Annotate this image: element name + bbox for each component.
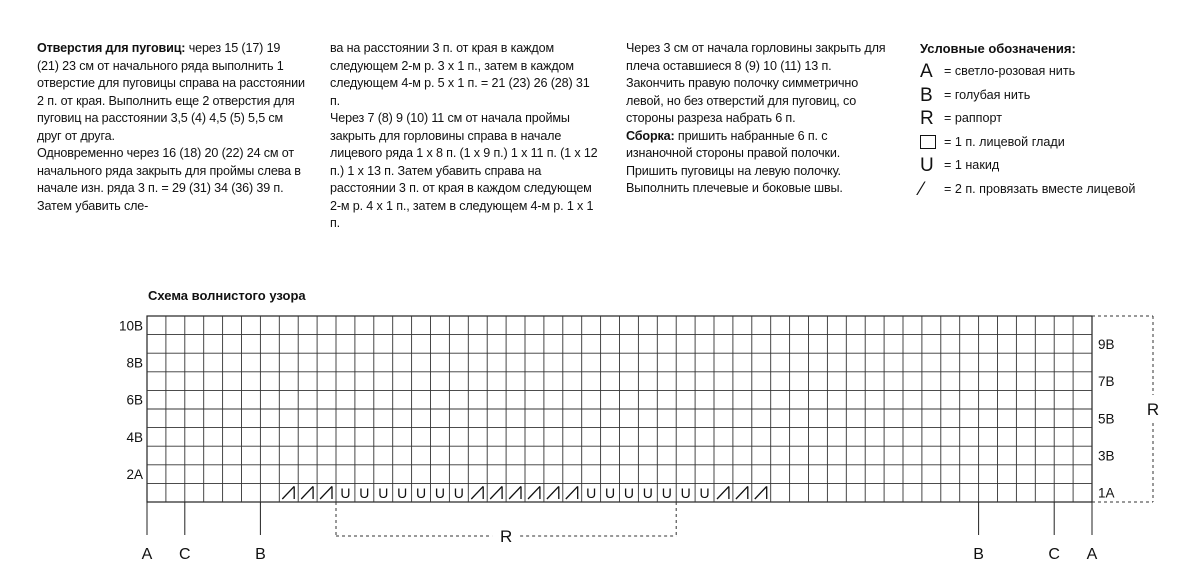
paragraph-heading: Сборка: (626, 128, 675, 143)
k2tog-icon (547, 486, 559, 499)
bottom-marker-label: C (1048, 546, 1060, 563)
row-label-right: 3В (1098, 448, 1115, 464)
letter-b-icon: B (920, 84, 933, 106)
legend-label: = 1 п. лицевой глади (944, 134, 1065, 149)
yarn-over-icon: U (453, 485, 464, 501)
yarn-over-icon: U (434, 485, 446, 501)
row-label-left: 8В (126, 355, 143, 371)
yarn-over-icon: U (378, 485, 389, 501)
paragraph-text: пришить набранные 6 п. с изнаночной стороны правой полочки. Пришить пуговицы на левую полочку. Выполнить плечевые и боковые швы. (626, 128, 843, 195)
k2tog-icon (736, 486, 748, 499)
yarn-over-icon: U (586, 485, 597, 501)
k2tog-icon (566, 486, 578, 499)
legend-label: = раппорт (944, 111, 1002, 125)
yarn-over-icon: U (359, 485, 370, 501)
k2tog-icon (717, 486, 729, 499)
bottom-marker-label: C (179, 546, 191, 563)
bottom-marker-label: A (141, 546, 153, 563)
legend-label: = 1 накид (944, 158, 1000, 172)
k2tog-icon: ⁄ (920, 178, 924, 200)
paragraph-text: Через 7 (8) 9 (10) 11 см от начала проймы закрыть для горловины справа в начале лицевого ряда 1 х 8 п. (1 х 9 п.) 1 х 11 п. (1 х 12 п.) 1 х 13 п. Затем убавить справа на расстоянии 3 п. от края в каждом следующем 2-м р. 4 х 1 п., затем в следующем 4-м р. 1 х 1 п. (330, 111, 598, 230)
k2tog-icon (471, 486, 483, 499)
legend-label: = 2 п. провязать вместе лицевой (944, 181, 1136, 196)
k2tog-icon (755, 486, 767, 499)
k2tog-icon (509, 486, 521, 499)
repeat-label-vertical: R (1146, 400, 1160, 419)
yarn-over-icon: U (340, 485, 351, 501)
yarn-over-icon: U (642, 485, 653, 501)
k2tog-icon (320, 486, 332, 499)
repeat-label-horizontal: R (499, 527, 513, 546)
letter-r-icon: R (920, 108, 934, 130)
paragraph-text: через 15 (17) 19 (21) 23 см от начального ряда выполнить 1 отверстие для пуговицы справа на расстоянии 2 п. от края. Выполнить еще 2 отверстия для пуговиц на расстоянии 3,5 (4) 4,5 (5) 5,5 см друг от друга. (37, 41, 305, 143)
yarn-over-icon: U (415, 485, 427, 501)
k2tog-icon (528, 486, 540, 499)
paragraph-text: Одновременно через 16 (18) 20 (22) 24 см от начального ряда закрыть для проймы слева в начале изн. ряда 3 п. = 29 (31) 34 (36) 39 п. Затем убавить сле- (37, 146, 301, 213)
paragraph-text: Закончить правую полочку симметрично левой, но без отверстий для пуговиц, со стороны разреза набрать 6 п. (626, 76, 859, 125)
bottom-marker-label: B (973, 546, 984, 563)
row-label-right: 1А (1098, 485, 1115, 501)
row-label-right: 5В (1098, 411, 1115, 427)
row-label-right: 7В (1098, 374, 1115, 390)
k2tog-icon (490, 486, 502, 499)
legend-label: = светло-розовая нить (944, 64, 1076, 78)
letter-a-icon: A (920, 61, 933, 83)
paragraph-heading: Отверстия для пуговиц: (37, 41, 186, 55)
row-label-right: 9В (1098, 336, 1115, 352)
row-label-left: 10В (118, 318, 143, 334)
bottom-marker-label: A (1086, 546, 1098, 563)
paragraph-text: Через 3 см от начала горловины закрыть для плеча оставшиеся 8 (9) 10 (11) 13 п. (626, 41, 886, 73)
bottom-marker-label: B (255, 546, 266, 563)
yarn-over-icon: U (920, 155, 934, 177)
row-label-left: 2А (126, 467, 143, 483)
chart-title: Схема волнистого узора (148, 288, 306, 303)
legend-title: Условные обозначения: (920, 41, 1076, 56)
row-label-left: 4В (126, 429, 143, 445)
yarn-over-icon: U (661, 485, 672, 501)
yarn-over-icon: U (604, 485, 616, 501)
k2tog-icon (301, 486, 313, 499)
k2tog-icon (282, 486, 294, 499)
legend-label: = голубая нить (944, 87, 1031, 102)
yarn-over-icon: U (680, 485, 691, 501)
yarn-over-icon: U (699, 485, 710, 501)
row-label-left: 6В (126, 392, 143, 408)
yarn-over-icon: U (623, 485, 635, 501)
paragraph-text: ва на расстоянии 3 п. от края в каждом следующем 2-м р. 3 х 1 п., затем в каждом следующем 4-м р. 5 х 1 п. = 21 (23) 26 (28) 31 п. (330, 41, 590, 108)
yarn-over-icon: U (397, 485, 408, 501)
